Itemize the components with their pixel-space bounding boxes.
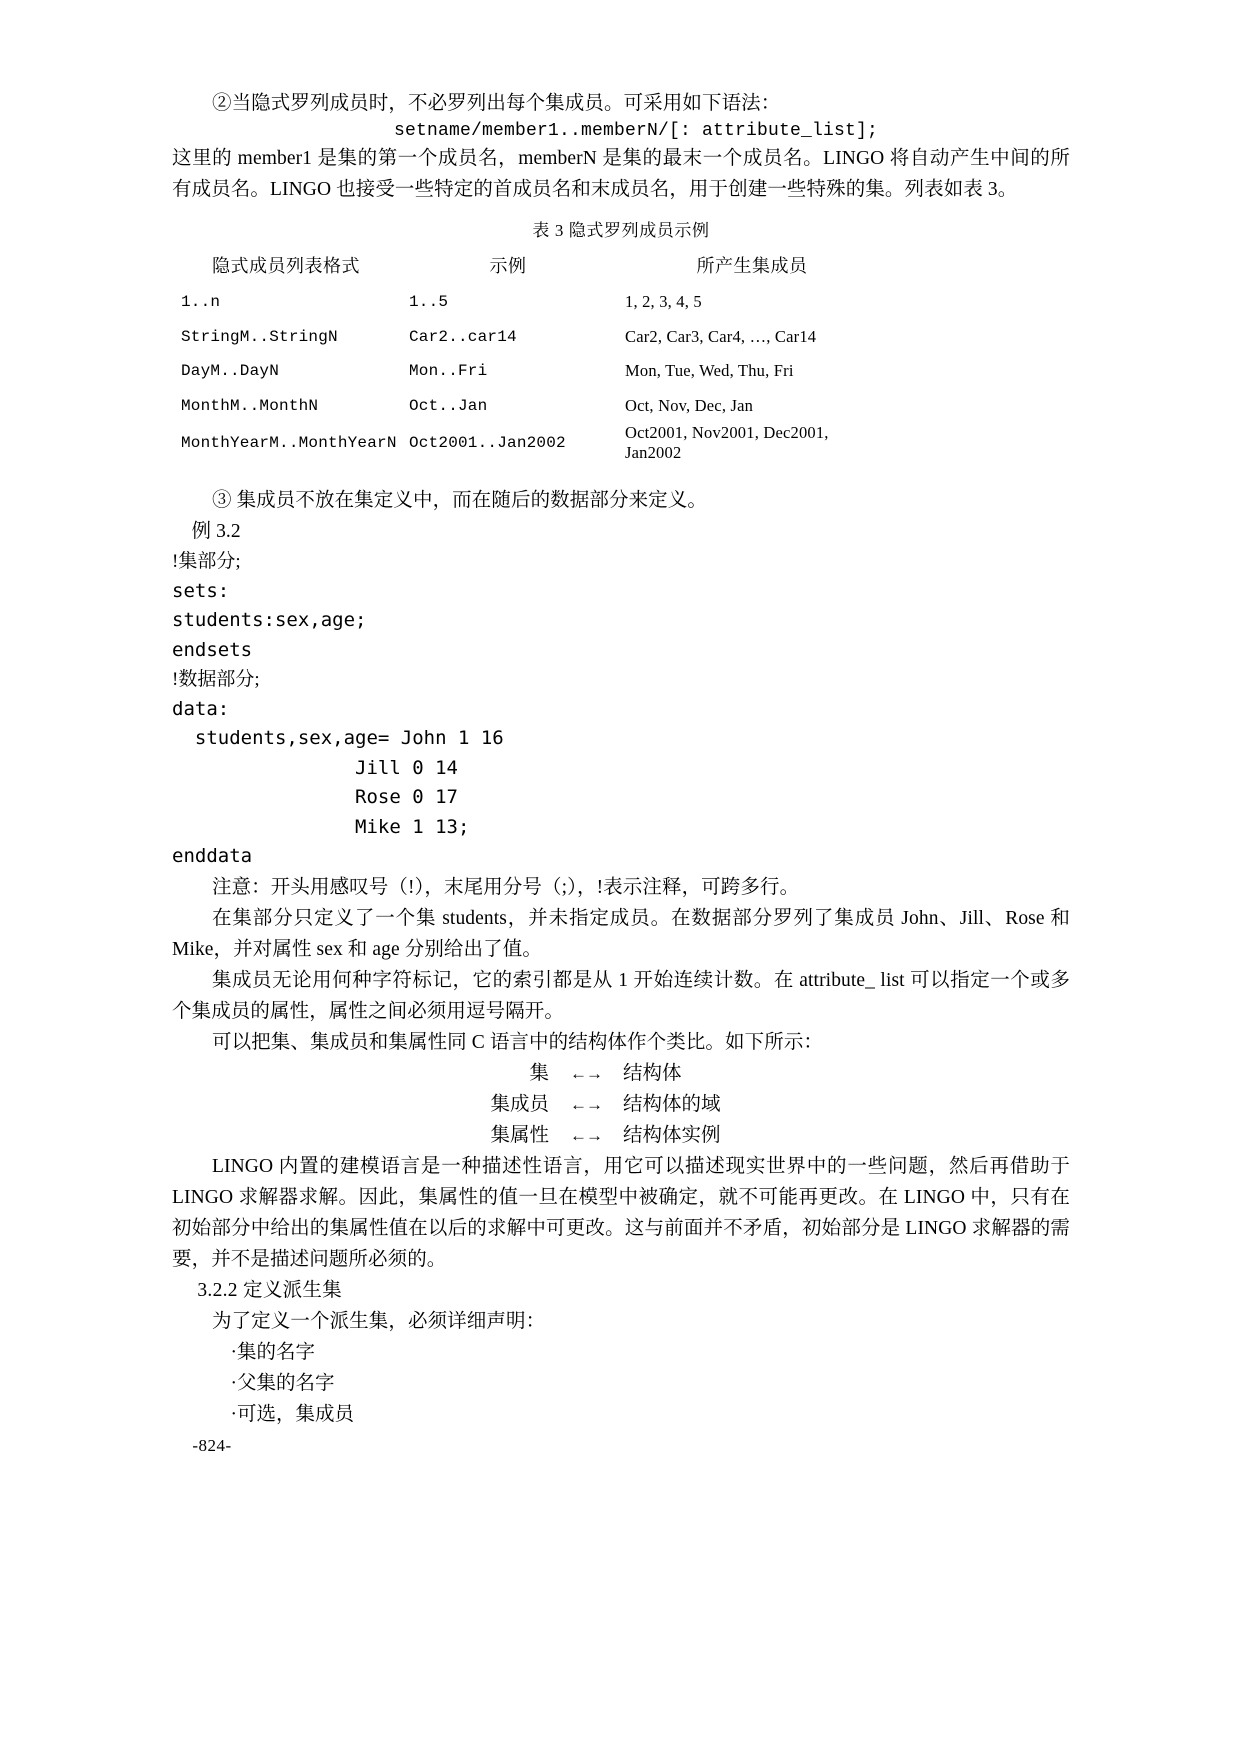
double-arrow-icon: ←→ [570,1094,602,1114]
section-heading: 3.2.2 定义派生集 [197,1279,343,1301]
closing-paragraph: LINGO 内置的建模语言是一种描述性语言，用它可以描述现实世界中的一些问题，然后再借助于 LINGO 求解器求解。因此，集属性的值一旦在模型中被确定，就不可能再更改。在 LINGO 中，只有在初始部分中给出的集属性值在以后的求解中可更改。这与前面并不矛盾，初始部分是 LINGO 求解器的需要，并不是描述问题所必须的。 [172,1155,1070,1270]
code-line: Mike 1 13; [172,815,470,838]
code-line: Jill 0 14 [172,756,458,779]
cell-format: MonthYearM..MonthYearN [181,434,397,452]
double-arrow-icon: ←→ [570,1125,602,1145]
cell-members: Mon, Tue, Wed, Thu, Fri [625,361,794,381]
code-line: !数据部分; [172,669,260,690]
list-item: ·可选，集成员 [230,1403,354,1425]
cell-format: MonthM..MonthN [181,396,319,415]
notes-paragraph-1: 在集部分只定义了一个集 students，并未指定成员。在数据部分罗列了集成员 John、Jill、Rose 和 Mike，并对属性 sex 和 age 分别给出了值。 [172,907,1070,960]
syntax-explanation-paragraph: 这里的 member1 是集的第一个成员名，memberN 是集的最末一个成员名。LINGO 将自动产生中间的所有成员名。LINGO 也接受一些特定的首成员名和末成员名，用于创建一些特殊的集。列表如表 3。 [172,148,1070,200]
double-arrow-icon: ←→ [570,1063,602,1083]
table-header-example: 示例 [489,256,527,276]
item-3-marker: ③ [211,490,232,511]
page-content [172,88,1070,1456]
analogy-right: 结构体的域 [623,1093,721,1115]
table-row [172,423,888,463]
item-3-text: 集成员不放在集定义中，而在随后的数据部分来定义。 [236,490,707,511]
list-item: ·父集的名字 [230,1372,335,1394]
analogy-left: 集成员 [490,1093,549,1115]
analogy-right: 结构体实例 [623,1124,721,1146]
notes-paragraph-2: 集成员无论用何种字符标记，它的索引都是从 1 开始连续计数。在 attribute_ list 可以指定一个或多个集成员的属性，属性之间必须用逗号隔开。 [172,969,1070,1022]
example-label: 例 3.2 [191,521,241,542]
list-item: ·集的名字 [230,1341,315,1363]
cell-format: DayM..DayN [181,362,280,381]
code-line: Rose 0 17 [172,786,458,808]
table-header-members: 所产生集成员 [696,256,808,276]
table-row [172,389,888,424]
code-line: endsets [172,638,253,661]
item-2-text: 当隐式罗列成员时，不必罗列出每个集成员。可采用如下语法： [231,93,781,114]
cell-format: StringM..StringN [181,327,338,346]
analogy-row [172,1058,1070,1089]
cell-example: Oct..Jan [409,396,488,415]
cell-example: Oct2001..Jan2002 [409,434,566,452]
item-2-paragraph [172,88,1070,119]
code-line: students:sex,age; [172,609,367,631]
analogy-row [172,1089,1070,1120]
cell-format: 1..n [181,293,221,312]
table-row [172,354,888,389]
cell-example: Car2..car14 [409,327,517,346]
table-header-row [172,245,888,285]
table-caption: 表 3 隐式罗列成员示例 [532,221,710,240]
code-line: data: [172,697,230,720]
table-row [172,320,888,355]
analogy-left: 集 [529,1062,549,1084]
syntax-line: setname/member1..memberN/[: attribute_list]; [393,121,879,141]
cell-example: Mon..Fri [409,362,488,381]
table-header-format: 隐式成员列表格式 [212,256,360,276]
analogy-right: 结构体 [623,1062,682,1084]
cell-members: Oct2001, Nov2001, Dec2001, Jan2002 [625,423,829,462]
lingo-code-block [172,547,1070,872]
implicit-member-list-table [172,245,888,463]
cell-members: Oct, Nov, Dec, Jan [625,395,754,415]
code-line: sets: [172,579,230,602]
analogy-left: 集属性 [490,1124,549,1146]
page-number: -824- [192,1435,232,1455]
item-2-marker: ② [211,93,232,114]
section-intro: 为了定义一个派生集，必须详细声明： [211,1310,546,1332]
code-line: students,sex,age= John 1 16 [172,727,504,749]
cell-members: 1, 2, 3, 4, 5 [625,292,702,312]
cell-example: 1..5 [409,293,449,312]
cell-members: Car2, Car3, Car4, …, Car14 [625,326,817,346]
notes-paragraph-3: 可以把集、集成员和集属性同 C 语言中的结构体作个类比。如下所示： [211,1031,824,1053]
table-row [172,285,888,320]
code-line: !集部分; [172,551,241,572]
code-line: enddata [172,845,253,867]
analogy-row [172,1120,1070,1151]
note-paragraph: 注意：开头用感叹号（!），末尾用分号（;），!表示注释，可跨多行。 [211,876,800,898]
item-3-paragraph [172,485,1070,516]
